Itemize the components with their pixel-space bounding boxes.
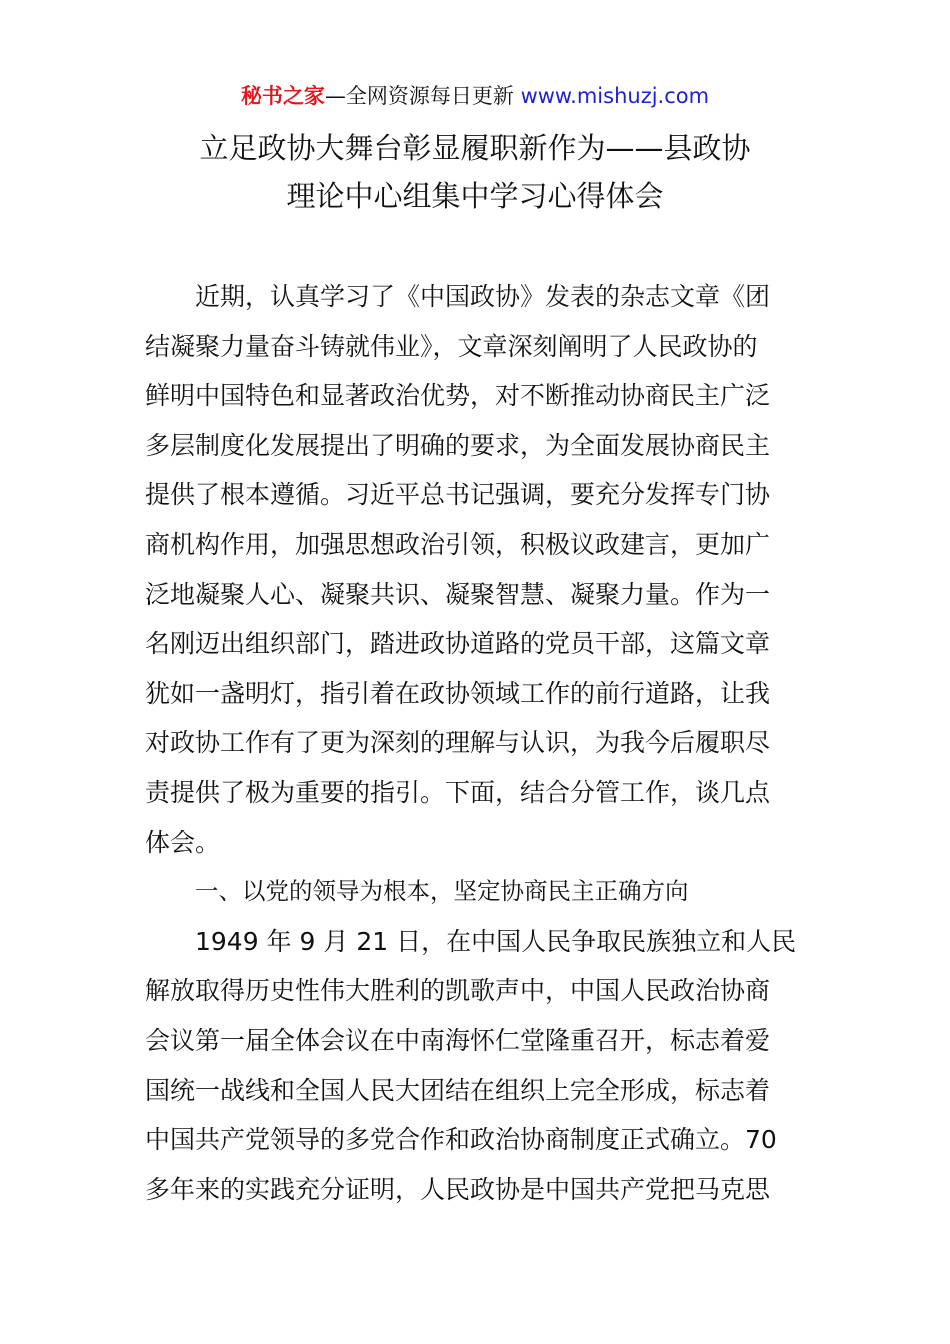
body-line: 多年来的实践充分证明，人民政协是中国共产党把马克思 xyxy=(145,1174,771,1204)
body-line: 1949 年 9 月 21 日，在中国人民争取民族独立和人民 xyxy=(195,926,797,956)
site-header xyxy=(0,80,950,112)
body-line: 名刚迈出组织部门，踏进政协道路的党员干部，这篇文章 xyxy=(145,629,771,659)
body-line: 犹如一盏明灯，指引着在政协领域工作的前行道路，让我 xyxy=(145,678,771,708)
site-brand: 秘书之家 xyxy=(240,84,325,108)
body-line: 中国共产党领导的多党合作和政治协商制度正式确立。70 xyxy=(145,1125,777,1155)
body-line: 体会。 xyxy=(145,827,221,857)
body-line: 国统一战线和全国人民大团结在组织上完全形成，标志着 xyxy=(145,1075,771,1105)
body-line: 近期，认真学习了《中国政协》发表的杂志文章《团 xyxy=(195,282,771,311)
title-line-2: 理论中心组集中学习心得体会 xyxy=(286,179,664,213)
body-line: 鲜明中国特色和显著政治优势，对不断推动协商民主广泛 xyxy=(145,381,771,411)
site-url-link[interactable]: www.mishuzj.com xyxy=(520,84,710,108)
document-body xyxy=(145,272,810,1214)
site-tagline: —全网资源每日更新 xyxy=(324,84,521,108)
title-line-1: 立足政协大舞台彰显履职新作为——县政协 xyxy=(199,131,751,165)
body-line: 商机构作用，加强思想政治引领，积极议政建言，更加广 xyxy=(145,529,771,559)
body-line: 对政协工作有了更为深刻的理解与认识，为我今后履职尽 xyxy=(145,728,771,758)
document-title xyxy=(0,124,950,220)
body-line: 责提供了极为重要的指引。下面，结合分管工作，谈几点 xyxy=(145,777,771,807)
body-line: 会议第一届全体会议在中南海怀仁堂隆重召开，标志着爱 xyxy=(145,1025,771,1055)
body-line: 泛地凝聚人心、凝聚共识、凝聚智慧、凝聚力量。作为一 xyxy=(145,579,771,609)
body-line: 多层制度化发展提出了明确的要求，为全面发展协商民主 xyxy=(145,430,771,460)
body-line: 提供了根本遵循。习近平总书记强调，要充分发挥专门协 xyxy=(145,480,771,510)
section-heading: 一、以党的领导为根本，坚定协商民主正确方向 xyxy=(195,877,689,906)
body-line: 解放取得历史性伟大胜利的凯歌声中，中国人民政治协商 xyxy=(145,976,771,1006)
body-line: 结凝聚力量奋斗铸就伟业》，文章深刻阐明了人民政协的 xyxy=(145,331,758,361)
